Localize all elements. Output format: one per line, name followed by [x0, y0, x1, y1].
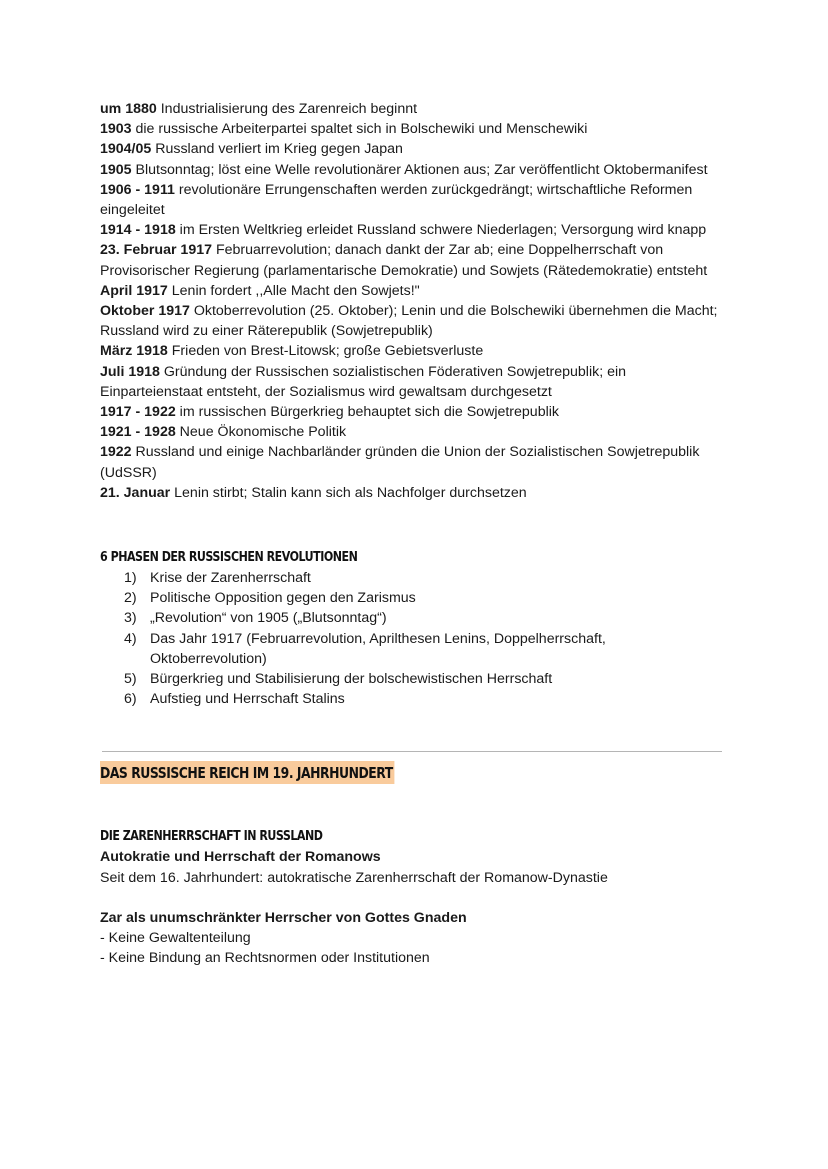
timeline-date: 1914 - 1918: [100, 222, 176, 239]
timeline-date: 21. Januar: [100, 484, 171, 501]
timeline-text: Lenin fordert ,,Alle Macht den Sowjets!": [167, 282, 420, 299]
timeline-text: die russische Arbeiterpartei spaltet sich in Bolschewiki und Menschewiki: [131, 121, 588, 138]
section-heading: DAS RUSSISCHE REICH IM 19. JAHRHUNDERT: [100, 761, 394, 784]
list-text: Das Jahr 1917 (Februarrevolution, Aprilthesen Lenins, Doppelherrschaft, Oktoberrevolution): [150, 630, 606, 667]
timeline-text: Russland verliert im Krieg gegen Japan: [151, 141, 403, 158]
phases-list: [100, 568, 725, 709]
list-number: 4): [124, 630, 137, 647]
timeline-entry: [100, 301, 725, 341]
timeline-entry: [100, 139, 725, 159]
spacer: [100, 888, 725, 908]
timeline-entry: [100, 483, 725, 503]
timeline-text: im Ersten Weltkrieg erleidet Russland schwere Niederlagen; Versorgung wird knapp: [175, 222, 707, 239]
list-text: „Revolution“ von 1905 („Blutsonntag“): [150, 610, 387, 627]
timeline-date: April 1917: [100, 282, 168, 299]
list-text: Krise der Zarenherrschaft: [150, 570, 311, 587]
timeline-text: Gründung der Russischen sozialistischen Föderativen Sowjetrepublik; ein Einparteienstaat entsteht, der Sozialismus wird gewaltsam durchgesetzt: [100, 363, 627, 400]
list-text: Bürgerkrieg und Stabilisierung der bolschewistischen Herrschaft: [150, 671, 553, 688]
timeline-text: Blutsonntag; löst eine Welle revolutionärer Aktionen aus; Zar veröffentlicht Oktobermanifest: [131, 161, 708, 178]
timeline-text: im russischen Bürgerkrieg behauptet sich die Sowjetrepublik: [175, 404, 559, 421]
timeline-date: Juli 1918: [100, 363, 160, 380]
list-text: Politische Opposition gegen den Zarismus: [150, 590, 416, 607]
timeline-entry: [100, 220, 725, 240]
bullet-item: - Keine Bindung an Rechtsnormen oder Institutionen: [100, 950, 430, 967]
timeline-entry: [100, 442, 725, 482]
timeline-text: Februarrevolution; danach dankt der Zar ab; eine Doppelherrschaft von Provisorischer Regierung (parlamentarische Demokratie) und Sowjets (Rätedemokratie) entsteht: [100, 242, 708, 279]
list-item: [100, 629, 725, 669]
list-item: [100, 608, 725, 628]
timeline-entry: [100, 99, 725, 119]
timeline-date: 1903: [100, 121, 132, 138]
list-text: Aufstieg und Herrschaft Stalins: [150, 691, 345, 708]
timeline-text: Oktoberrevolution (25. Oktober); Lenin und die Bolschewiki übernehmen die Macht; Russland wird zu einer Räterepublik (Sowjetrepublik): [100, 303, 718, 340]
timeline-entry: [100, 240, 725, 280]
timeline-entry: [100, 119, 725, 139]
timeline-entry: [100, 281, 725, 301]
timeline-date: 1904/05: [100, 141, 152, 158]
timeline-date: 1921 - 1928: [100, 424, 176, 441]
phases-heading: 6 PHASEN DER RUSSISCHEN REVOLUTIONEN: [100, 549, 358, 566]
document-page: [100, 99, 725, 969]
subsection-heading: DIE ZARENHERRSCHAFT IN RUSSLAND: [100, 828, 323, 845]
section-heading-wrap: [100, 761, 725, 785]
timeline-text: Industrialisierung des Zarenreich beginnt: [156, 101, 418, 117]
list-number: 6): [124, 691, 137, 708]
list-item: [100, 689, 725, 709]
subheading-zar: Zar als unumschränkter Herrscher von Gottes Gnaden: [100, 909, 467, 926]
timeline-date: März 1918: [100, 343, 168, 360]
list-item: [100, 669, 725, 689]
timeline-entry: [100, 422, 725, 442]
timeline-text: Lenin stirbt; Stalin kann sich als Nachfolger durchsetzen: [170, 484, 527, 501]
timeline-date: 1917 - 1922: [100, 404, 176, 421]
list-number: 1): [124, 570, 137, 587]
timeline-text: revolutionäre Errungenschaften werden zurückgedrängt; wirtschaftliche Reformen eingeleitet: [100, 181, 693, 219]
timeline-entry: [100, 180, 725, 220]
paragraph: Seit dem 16. Jahrhundert: autokratische Zarenherrschaft der Romanow-Dynastie: [100, 869, 608, 886]
timeline-entry: [100, 402, 725, 422]
timeline-date: 1905: [100, 161, 132, 178]
timeline-entry: [100, 362, 725, 402]
timeline-entry: [100, 160, 725, 180]
list-number: 3): [124, 610, 137, 627]
timeline: [100, 99, 725, 503]
list-number: 5): [124, 671, 137, 688]
list-item: [100, 588, 725, 608]
horizontal-divider: [102, 751, 722, 752]
timeline-entry: [100, 341, 725, 361]
timeline-text: Russland und einige Nachbarländer gründen die Union der Sozialistischen Sowjetrepublik (UdSSR): [100, 444, 700, 481]
bullet-item: - Keine Gewaltenteilung: [100, 930, 251, 947]
list-number: 2): [124, 590, 137, 607]
timeline-date: um 1880: [100, 101, 157, 117]
timeline-date: 23. Februar 1917: [100, 242, 212, 259]
timeline-date: 1922: [100, 444, 132, 461]
timeline-date: 1906 - 1911: [100, 181, 175, 198]
subheading-autokratie: Autokratie und Herrschaft der Romanows: [100, 849, 381, 866]
list-item: [100, 568, 725, 588]
timeline-text: Frieden von Brest-Litowsk; große Gebietsverluste: [167, 343, 484, 360]
timeline-date: Oktober 1917: [100, 303, 190, 320]
timeline-text: Neue Ökonomische Politik: [175, 424, 347, 441]
